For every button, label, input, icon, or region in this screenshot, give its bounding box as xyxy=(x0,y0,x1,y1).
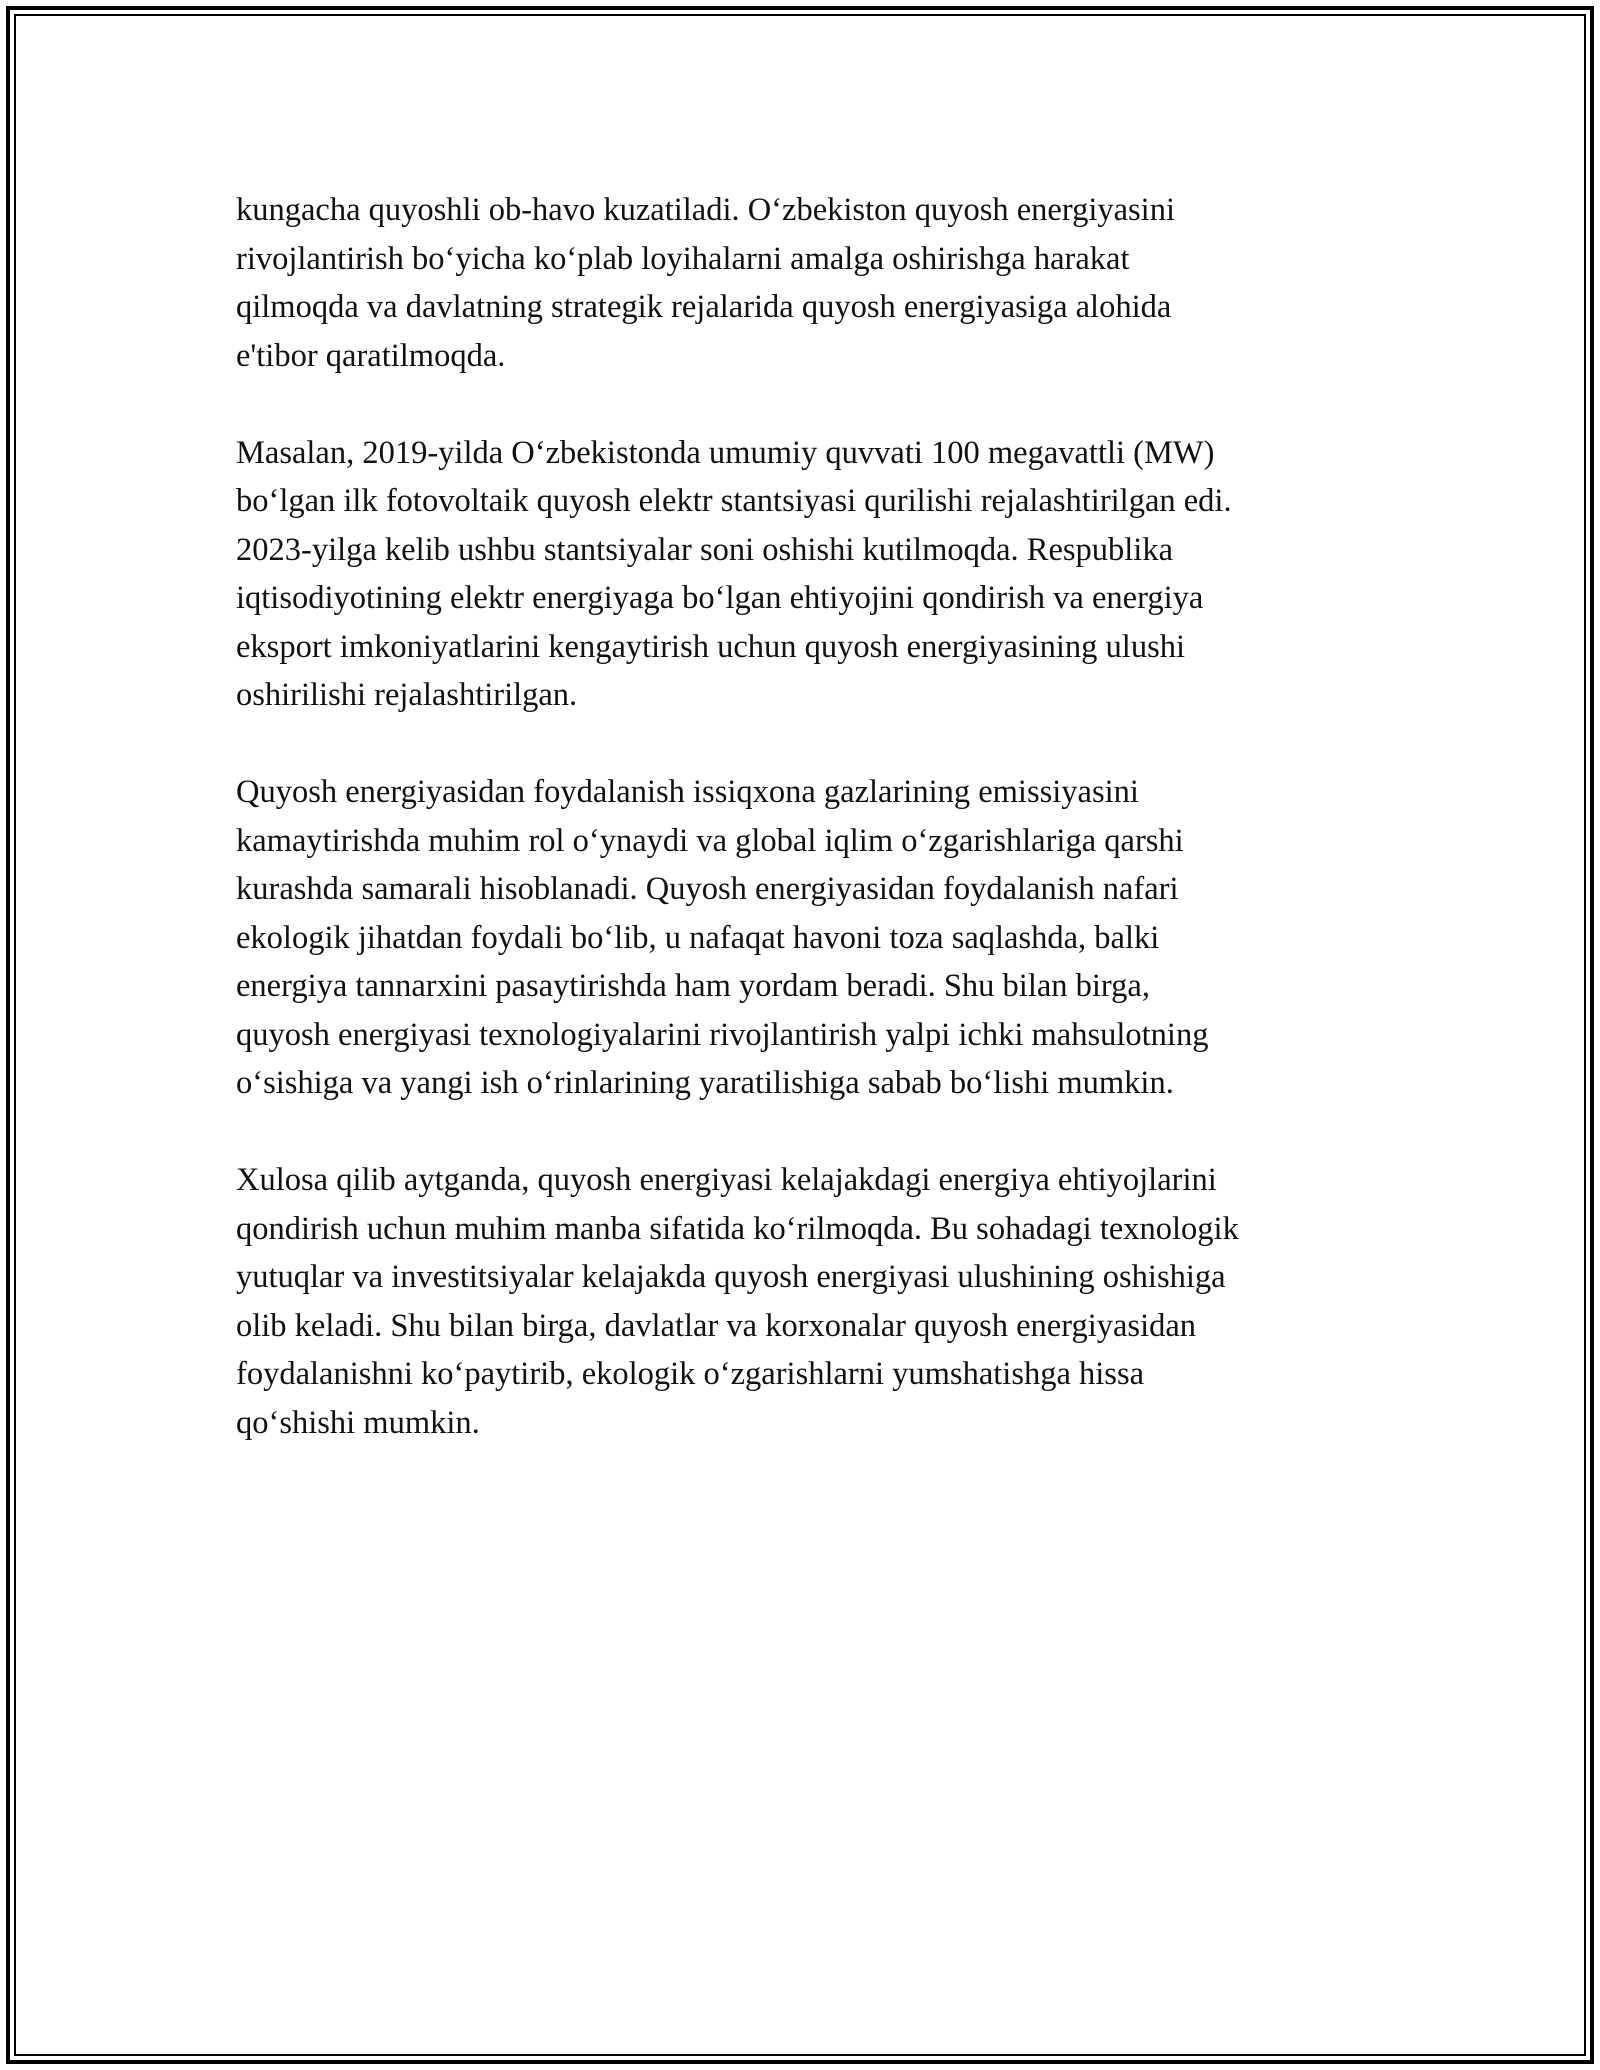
text-line: iqtisodiyotining elektr energiyaga bo‘lgan ehtiyojini qondirish va energiya xyxy=(236,580,1204,616)
text-line: ekologik jihatdan foydali bo‘lib, u nafaqat havoni toza saqlashda, balki xyxy=(236,919,1160,956)
text-line: olib keladi. Shu bilan birga, davlatlar va korxonalar quyosh energiyasidan xyxy=(236,1307,1197,1344)
text-line: yutuqlar va investitsiyalar kelajakda quyosh energiyasi ulushining oshishiga xyxy=(236,1259,1226,1295)
paragraph-4 xyxy=(236,1156,1376,1447)
text-line: kurashda samarali hisoblanadi. Quyosh energiyasidan foydalanish nafari xyxy=(236,871,1179,907)
text-line: kungacha quyoshli ob-havo kuzatiladi. O‘zbekiston quyosh energiyasini xyxy=(236,192,1175,228)
text-line: qondirish uchun muhim manba sifatida ko‘rilmoqda. Bu sohadagi texnologik xyxy=(236,1210,1239,1247)
text-line: rivojlantirish bo‘yicha ko‘plab loyihalarni amalga oshirishga harakat xyxy=(236,240,1130,277)
paragraph-3 xyxy=(236,768,1376,1108)
text-line: energiya tannarxini pasaytirishda ham yordam beradi. Shu bilan birga, xyxy=(236,968,1150,1004)
text-line: quyosh energiyasi texnologiyalarini rivojlantirish yalpi ichki mahsulotning xyxy=(236,1016,1209,1053)
text-line: eksport imkoniyatlarini kengaytirish uchun quyosh energiyasining ulushi xyxy=(236,628,1185,665)
paragraph-2 xyxy=(236,429,1376,720)
paragraph-1 xyxy=(236,186,1376,380)
text-line: qo‘shishi mumkin. xyxy=(236,1404,480,1441)
text-line: Xulosa qilib aytganda, quyosh energiyasi kelajakdagi energiya ehtiyojlarini xyxy=(236,1162,1217,1198)
text-line: 2023-yilga kelib ushbu stantsiyalar soni oshishi kutilmoqda. Respublika xyxy=(236,531,1174,568)
text-line: Quyosh energiyasidan foydalanish issiqxona gazlarining emissiyasini xyxy=(236,774,1139,810)
text-line: bo‘lgan ilk fotovoltaik quyosh elektr stantsiyasi qurilishi rejalashtirilgan edi. xyxy=(236,483,1232,519)
text-line: o‘sishiga va yangi ish o‘rinlarining yaratilishiga sabab bo‘lishi mumkin. xyxy=(236,1065,1174,1101)
text-line: foydalanishni ko‘paytirib, ekologik o‘zgarishlarni yumshatishga hissa xyxy=(236,1356,1145,1392)
text-line: kamaytirishda muhim rol o‘ynaydi va global iqlim o‘zgarishlariga qarshi xyxy=(236,822,1184,859)
document-body xyxy=(236,186,1376,1496)
text-line: qilmoqda va davlatning strategik rejalarida quyosh energiyasiga alohida xyxy=(236,289,1172,325)
text-line: Masalan, 2019-yilda O‘zbekistonda umumiy quvvati 100 megavattli (MW) xyxy=(236,434,1215,471)
text-line: e'tibor qaratilmoqda. xyxy=(236,337,506,374)
text-line: oshirilishi rejalashtirilgan. xyxy=(236,677,578,713)
